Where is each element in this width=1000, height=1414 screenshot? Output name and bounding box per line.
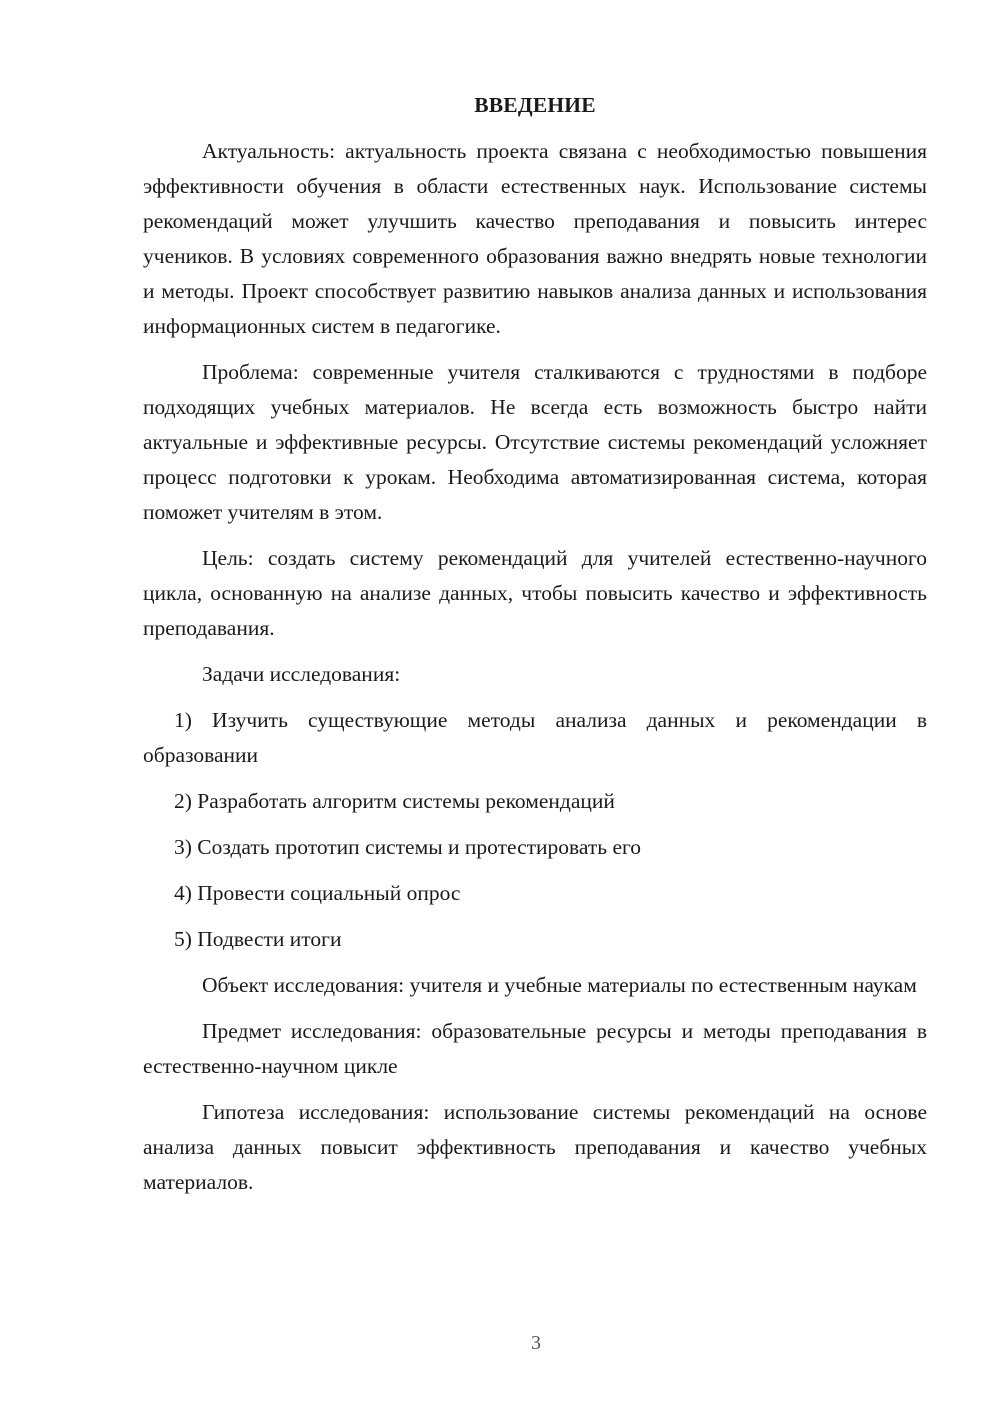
document-page <box>143 88 927 1211</box>
page-title: ВВЕДЕНИЕ <box>474 93 596 117</box>
page-number: 3 <box>531 1332 541 1354</box>
task-item-5: 5) Подвести итоги <box>174 927 342 951</box>
problem-paragraph: Проблема: современные учителя сталкиваются с трудностями в подборе подходящих учебных материалов. Не всегда есть возможность быстро найти актуальные и эффективные ресурсы. Отсутствие системы рекомендаций усложняет процесс подготовки к урокам. Необходима автоматизированная система, которая поможет учителям в этом. <box>143 360 927 524</box>
goal-paragraph: Цель: создать систему рекомендаций для учителей естественно-научного цикла, основанную на анализе данных, чтобы повысить качество и эффективность преподавания. <box>143 546 927 640</box>
task-item-4: 4) Провести социальный опрос <box>174 881 461 905</box>
tasks-heading: Задачи исследования: <box>202 662 401 686</box>
task-item-3: 3) Создать прототип системы и протестировать его <box>174 835 642 859</box>
subject-paragraph: Предмет исследования: образовательные ресурсы и методы преподавания в естественно-научном цикле <box>143 1019 927 1078</box>
tasks-list <box>143 703 927 957</box>
relevance-paragraph: Актуальность: актуальность проекта связана с необходимостью повышения эффективности обучения в области естественных наук. Использование системы рекомендаций может улучшить качество преподавания и повысить интерес учеников. В условиях современного образования важно внедрять новые технологии и методы. Проект способствует развитию навыков анализа данных и использования информационных систем в педагогике. <box>143 139 927 338</box>
object-paragraph: Объект исследования: учителя и учебные материалы по естественным наукам <box>202 973 917 997</box>
task-item-2: 2) Разработать алгоритм системы рекомендаций <box>174 789 615 813</box>
hypothesis-paragraph: Гипотеза исследования: использование системы рекомендаций на основе анализа данных повысит эффективность преподавания и качество учебных материалов. <box>143 1100 927 1194</box>
task-item-1: 1) Изучить существующие методы анализа данных и рекомендации в образовании <box>143 708 927 767</box>
